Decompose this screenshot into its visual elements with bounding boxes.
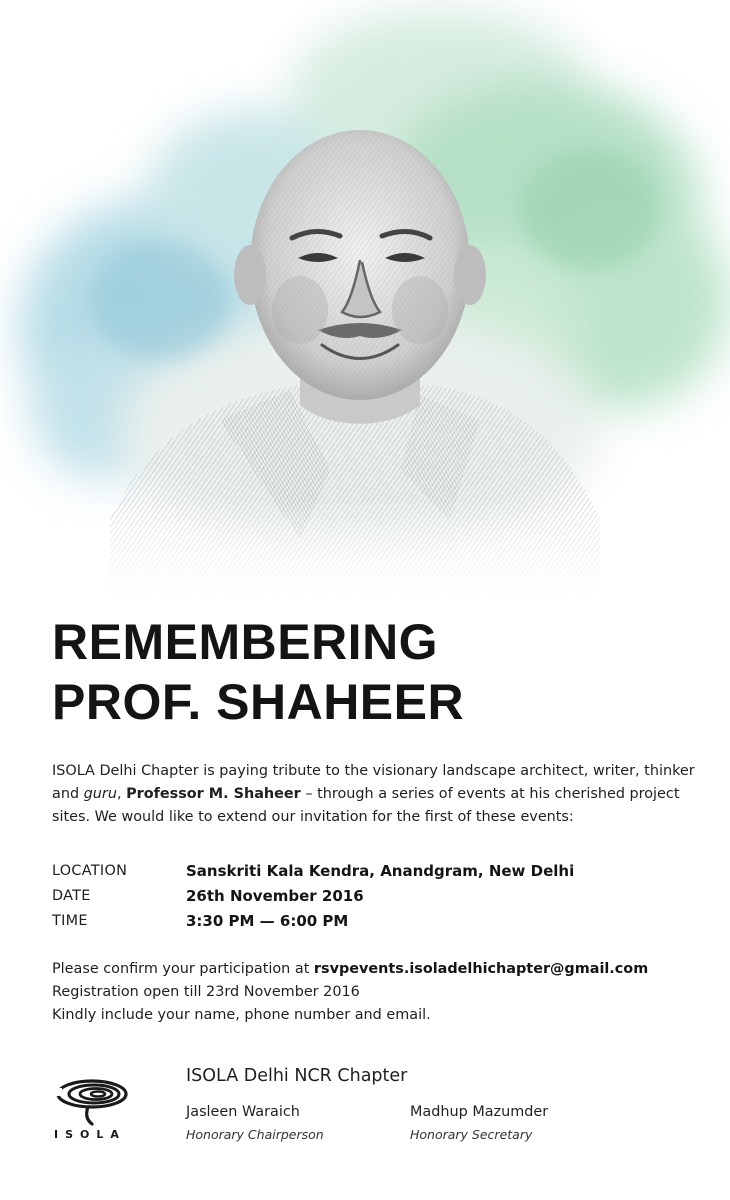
title-line-2: PROF. SHAHEER: [52, 674, 465, 730]
location-label: LOCATION: [52, 862, 128, 879]
chairperson-name: Jasleen Waraich: [186, 1104, 300, 1120]
person-chairperson: [186, 1102, 324, 1148]
event-details: [52, 858, 574, 933]
detail-row-location: [52, 858, 574, 883]
date-value: 26th November 2016: [186, 886, 364, 905]
detail-row-date: [52, 883, 574, 908]
rsvp-email-link[interactable]: rsvpevents.isoladelhichapter@gmail.com: [313, 961, 649, 977]
detail-row-time: [52, 908, 574, 933]
location-value: Sanskriti Kala Kendra, Anandgram, New Delhi: [186, 861, 575, 880]
isola-logo-text: ISOLA: [54, 1128, 126, 1141]
page-title: [52, 612, 464, 732]
intro-comma: ,: [116, 786, 127, 802]
intro-professor-name: Professor M. Shaheer: [126, 786, 301, 802]
rsvp-confirm-line: [52, 958, 712, 981]
rsvp-confirm-text: Please confirm your participation at: [52, 961, 314, 977]
rsvp-section: [52, 958, 712, 1027]
secretary-role: Honorary Secretary: [410, 1127, 533, 1142]
person-secretary: [410, 1102, 548, 1148]
time-label: TIME: [52, 912, 88, 929]
title-line-1: REMEMBERING: [52, 614, 439, 670]
chairperson-role: Honorary Chairperson: [186, 1127, 324, 1142]
secretary-name: Madhup Mazumder: [410, 1104, 549, 1120]
intro-guru: guru: [83, 786, 117, 802]
registration-deadline: Registration open till 23rd November 2016: [52, 984, 360, 1000]
chapter-name: ISOLA Delhi NCR Chapter: [186, 1066, 408, 1086]
date-label: DATE: [52, 887, 91, 904]
isola-logo: [48, 1074, 132, 1148]
intro-text-1: ISOLA Delhi Chapter is paying tribute to the visionary landscape architect, writer, thinker and: [52, 763, 695, 802]
time-value: 3:30 PM — 6:00 PM: [186, 911, 349, 930]
isola-spiral-icon: [48, 1074, 132, 1128]
intro-paragraph: [52, 760, 712, 829]
rsvp-instructions: Kindly include your name, phone number and email.: [52, 1007, 431, 1023]
intro-text-2: – through a series of events at his cherished project sites. We would like to extend our invitation for the first of these events:: [52, 786, 680, 825]
